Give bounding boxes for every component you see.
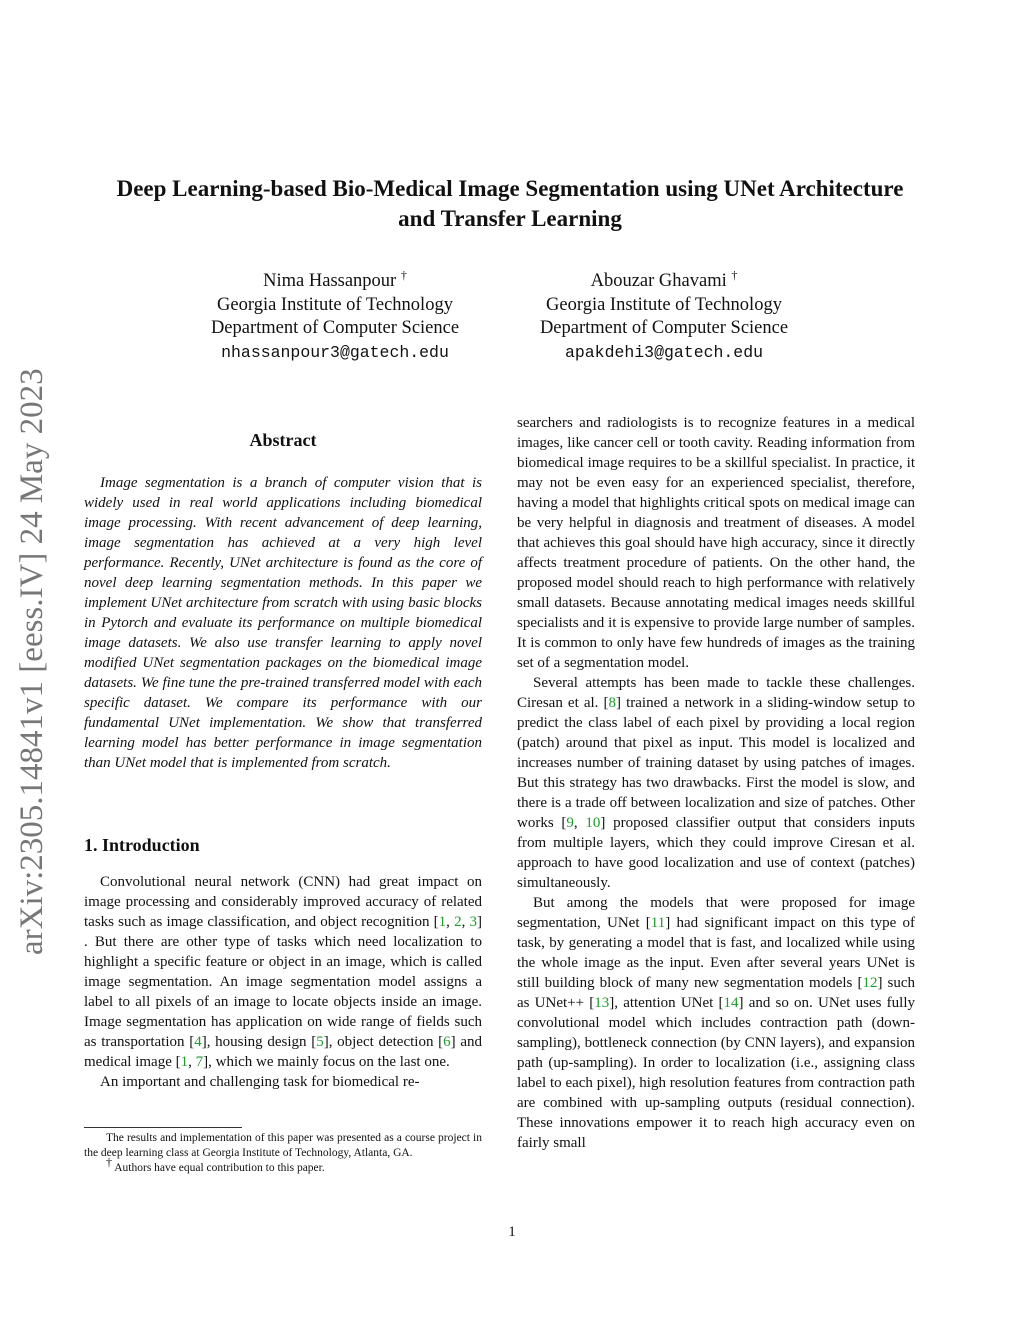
author-email: apakdehi3@gatech.edu [564,342,764,362]
citation-link[interactable]: 2 [454,914,462,930]
citation-link[interactable]: 4 [194,1034,202,1050]
author-email: nhassanpour3@gatech.edu [221,342,449,362]
footnote-rule [84,1127,242,1128]
citation-link[interactable]: 11 [650,915,666,931]
citation-link[interactable]: 14 [723,995,739,1011]
author-name: Nima Hassanpour [263,271,397,291]
abstract-body [84,473,482,773]
abstract-heading: Abstract [249,430,317,450]
intro-paragraph-1: Convolutional neural network (CNN) had great impact on image processing and considerably improved accuracy of related tasks such as image classification, and object recognition [1, 2, 3] . But there are other type of tasks which need localization to highlight a specific feature or object in an image, which is called image segmentation. An image segmentation model assigns a label to all pixels of an image to locate objects inside an image. Image segmentation has application on wide range of fields such as transportation [4], housing design [5], object detection [6] and medical image [1, 7], which we mainly focus on the last one. [84,874,483,1070]
citation-link[interactable]: 1 [180,1054,189,1070]
right-column-body [517,413,915,1153]
paper-title-line-1: Deep Learning-based Bio-Medical Image Segmentation using UNet Architecture [116,176,904,201]
arxiv-id-text: arXiv:2305.14841v1 [eess.IV] 24 May 2023 [14,368,50,955]
author-mark: † [731,267,738,282]
footnotes [84,1131,482,1176]
citation-link[interactable]: 7 [195,1054,204,1070]
right-paragraph-3: But among the models that were proposed for image segmentation, UNet [11] had significant impact on this type of task, by generating a model that is fast, and localized while using the whole image as the input. Even after several years UNet is still building block of many new segmentation models [12] such as UNet++ [13], attention UNet [14] and so on. UNet uses fully convolutional model which includes contraction path (down-sampling), bottleneck connection (by CNN layers), and expansion path (up-sampling). In order to localization (i.e., assigning class label to each pixel), high resolution features from contraction path are combined with up-sampling outputs (residual connection). These innovations empower it to reach high accuracy even on fairly small [517,895,916,1151]
page-number: 1 [508,1224,516,1240]
intro-paragraph-2: An important and challenging task for biomedical re- [100,1074,420,1090]
author-block-2 [494,267,834,364]
citation-link[interactable]: 8 [608,695,616,711]
author-name: Abouzar Ghavami [590,271,727,291]
citation-link[interactable]: 9 [566,815,574,831]
footnote-1: The results and implementation of this paper was presented as a course project in the deep learning class at Georgia Institute of Technology, Atlanta, GA. [84,1132,482,1159]
right-paragraph-2: Several attempts has been made to tackle these challenges. Ciresan et al. [8] trained a network in a sliding-window setup to predict the class label of each pixel by providing a local region (patch) around that pixel as input. This model is localized and increases number of training dataset by using patches of images. But this strategy has two drawbacks. First the model is slow, and there is a trade off between localization and size of patches. Other works [9, 10] proposed classifier output that considers inputs from multiple layers, which they could improve Ciresan et al. approach to have good localization and use of context (patches) simultaneously. [517,675,916,891]
abstract-paragraph: Image segmentation is a branch of computer vision that is widely used in real world applications including biomedical image processing. With recent advancement of deep learning, image segmentation has achieved at a very high level performance. Recently, UNet architecture is found as the core of novel deep learning segmentation methods. In this paper we implement UNet architecture from scratch with using basic blocks in Pytorch and evaluate its performance on multiple biomedical image datasets. We also use transfer learning to apply novel modified UNet segmentation packages on the biomedical image datasets. We fine tune the pre-trained transferred model with each specific dataset. We compare its performance with our fundamental UNet implementation. We show that transferred learning model has better performance in image segmentation than UNet model that is implemented from scratch. [84,475,482,771]
right-paragraph-1: searchers and radiologists is to recognize features in a medical images, like cancer cell or tooth cavity. Reading information from biomedical image requires to be a skillful specialist. In practice, it may not be even easy for an experienced specialist, therefore, having a model that highlights critical spots on medical image can be very helpful in diagnosis and treatment of diseases. A model that achieves this goal should have high accuracy, since it directly affects treatment procedure of patients. On the other hand, the proposed model should reach to high performance with relatively small datasets. Because annotating medical images needs skillful specialists and it is expensive to provide large number of samples. It is common to only have few hundreds of images as the training set of a segmentation model. [517,415,915,671]
section-heading-introduction: 1. Introduction [84,835,200,855]
author-affiliation: Georgia Institute of Technology [546,294,782,315]
citation-link[interactable]: 5 [316,1034,324,1050]
footnote-mark: † [106,1155,112,1170]
author-block-1 [165,267,505,364]
citation-link[interactable]: 13 [594,995,610,1011]
citation-link[interactable]: 10 [585,815,601,831]
paper-title-line-2: and Transfer Learning [398,206,622,231]
citation-link[interactable]: 6 [443,1034,451,1050]
arxiv-identifier-stamp [12,340,52,960]
introduction-body [84,872,482,1092]
author-mark: † [400,267,407,282]
author-affiliation: Georgia Institute of Technology [217,294,453,315]
citation-link[interactable]: 12 [862,975,878,991]
citation-link[interactable]: 1 [438,914,447,930]
author-department: Department of Computer Science [539,318,789,338]
citation-link[interactable]: 3 [469,914,477,930]
footnote-2: † Authors have equal contribution to this paper. [106,1155,325,1174]
author-department: Department of Computer Science [210,318,460,338]
